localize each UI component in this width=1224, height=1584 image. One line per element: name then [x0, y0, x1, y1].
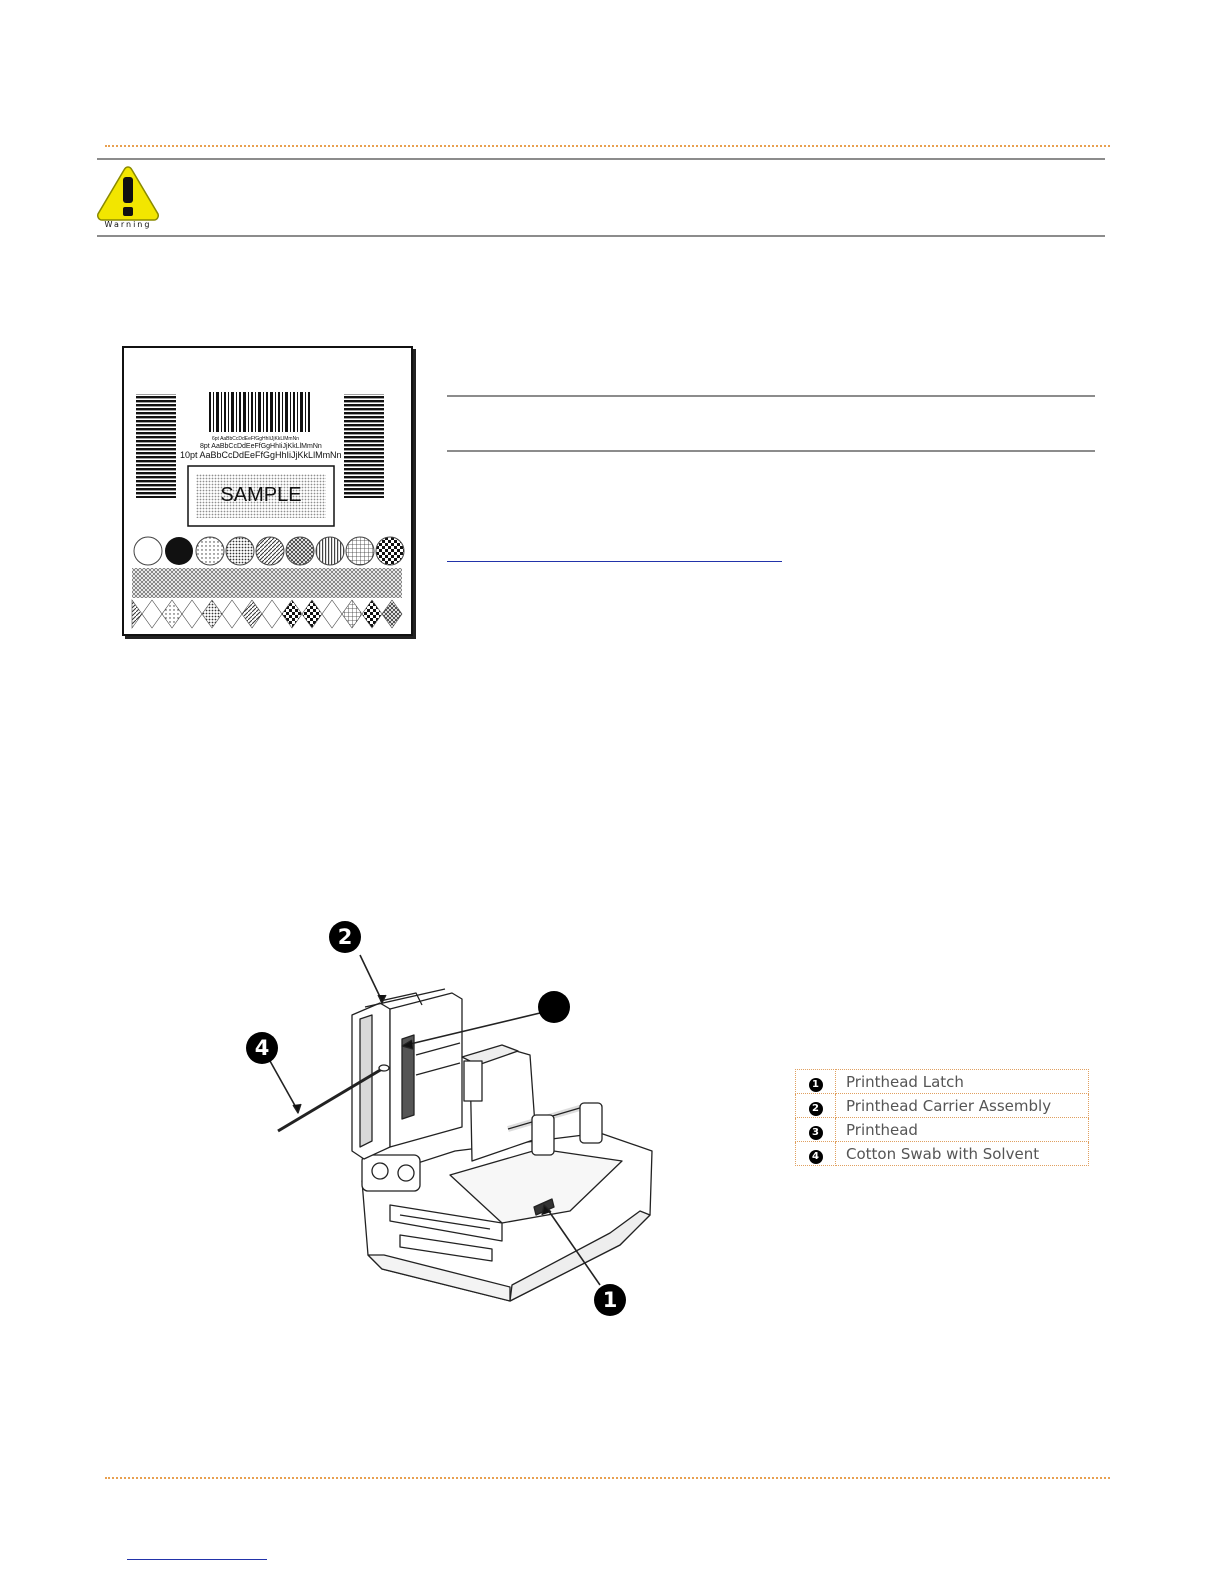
legend-number-badge: 3: [809, 1126, 823, 1140]
table-row: [796, 1094, 1089, 1118]
footer-dotted-divider: [105, 1477, 1110, 1479]
table-row: [796, 1142, 1089, 1166]
warning-caption: Warning: [104, 220, 152, 229]
sample-8pt-line: 8pt AaBbCcDdEeFfGgHhIiJjKkLlMmNn: [200, 443, 322, 450]
callout-3: [538, 991, 570, 1023]
legend-label: Printhead Latch: [836, 1070, 1089, 1094]
warning-bottom-rule: [97, 235, 1105, 237]
legend-label: Printhead: [836, 1118, 1089, 1142]
table-row: [796, 1070, 1089, 1094]
callout-4: 4: [246, 1032, 278, 1064]
hyperlink-underline[interactable]: [447, 561, 782, 562]
note-top-rule: [447, 395, 1095, 397]
callout-2: 2: [329, 921, 361, 953]
sample-label-image: [122, 346, 413, 636]
table-row: [796, 1118, 1089, 1142]
printer-open-figure: [240, 915, 680, 1325]
legend-number-badge: 2: [809, 1102, 823, 1116]
legend-label: Printhead Carrier Assembly: [836, 1094, 1089, 1118]
note-bottom-rule: [447, 450, 1095, 452]
header-dotted-divider: [105, 145, 1110, 147]
callout-1: 1: [594, 1284, 626, 1316]
legend-number-badge: 1: [809, 1078, 823, 1092]
sample-10pt-line: 10pt AaBbCcDdEeFfGgHhIiJjKkLlMmNn: [180, 450, 342, 460]
warning-top-rule: [97, 158, 1105, 160]
footer-link-underline[interactable]: [127, 1559, 267, 1560]
legend-number-badge: 4: [809, 1150, 823, 1164]
sample-6pt-line: 6pt AaBbCcDdEeFfGgHhIiJjKkLlMmNn: [212, 436, 299, 442]
sample-word: SAMPLE: [220, 484, 302, 506]
parts-legend-table: [795, 1069, 1089, 1166]
legend-label: Cotton Swab with Solvent: [836, 1142, 1089, 1166]
